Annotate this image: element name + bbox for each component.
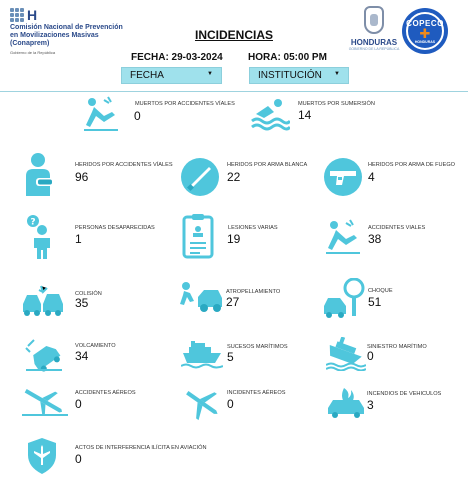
stat-label: COLISIÓN xyxy=(75,291,102,297)
clipboard-icon xyxy=(181,213,215,259)
stat-value: 1 xyxy=(75,232,82,246)
stat-label: ACCIDENTES AÉREOS xyxy=(75,390,136,396)
aviation-shield-icon xyxy=(26,437,58,475)
stat-label: SUCESOS MARÍTIMOS xyxy=(227,344,288,350)
sinking-ship-icon xyxy=(326,337,366,371)
stat-value: 0 xyxy=(75,452,82,466)
logo-dots-icon xyxy=(10,8,24,22)
stat-label: HERIDOS POR ACCIDENTES VÍALES xyxy=(75,162,173,168)
fall-icon xyxy=(82,96,122,132)
stat-value: 22 xyxy=(227,170,241,184)
missing-person-icon xyxy=(24,214,60,260)
stat-siniestro-maritimo xyxy=(326,337,456,373)
stat-value: 14 xyxy=(298,108,312,122)
org-name: Comisión Nacional de Prevención en Movilizaciones Masivas (Conaprem) xyxy=(10,24,123,47)
copeco-logo xyxy=(402,8,448,54)
plane-crash-icon xyxy=(20,385,70,417)
honduras-logo-text: HONDURAS xyxy=(350,38,398,47)
stat-incidentes-aereos xyxy=(182,384,322,422)
pedestrian-hit-icon xyxy=(176,281,224,313)
stat-value: 51 xyxy=(368,295,382,309)
stat-heridos-arma-blanca xyxy=(179,157,329,197)
caret-down-icon: ▼ xyxy=(207,71,213,77)
date-label: FECHA: 29-03-2024 xyxy=(131,52,223,63)
car-crash-icon xyxy=(21,282,65,318)
plane-down-icon xyxy=(182,384,222,422)
stat-personas-desaparecidas xyxy=(24,214,174,260)
stat-value: 3 xyxy=(367,398,374,412)
stat-incendios-vehiculos xyxy=(326,386,466,420)
stat-value: 0 xyxy=(367,349,374,363)
stat-label: SINIESTRO MARÍTIMO xyxy=(367,344,427,350)
ship-icon xyxy=(181,339,223,369)
car-fire-icon xyxy=(326,386,366,418)
stat-value: 0 xyxy=(227,397,234,411)
stat-label: MUERTOS POR SUMERSIÓN xyxy=(298,101,375,107)
institucion-dropdown-label: INSTITUCIÓN xyxy=(258,70,322,81)
stat-label: VOLCAMIENTO xyxy=(75,343,116,349)
copeco-logo-text: COPECO xyxy=(406,18,444,28)
stat-label: PERSONAS DESAPARECIDAS xyxy=(75,225,155,231)
stat-accidentes-viales xyxy=(324,219,464,259)
stat-interferencia-aviacion xyxy=(26,437,226,477)
stat-value: 4 xyxy=(368,170,375,184)
fecha-dropdown[interactable] xyxy=(121,67,222,84)
header xyxy=(0,0,468,92)
institucion-dropdown[interactable] xyxy=(249,67,349,84)
svg-text:?: ? xyxy=(30,217,36,228)
copeco-logo-subtitle: HONDURAS xyxy=(414,39,436,44)
stat-label: MUERTOS POR ACCIDENTES VÍALES xyxy=(135,101,235,107)
stat-value: 0 xyxy=(75,397,82,411)
stat-value: 35 xyxy=(75,296,89,310)
stat-label: ACTOS DE INTERFERENCIA ILÍCITA EN AVIACIÓN xyxy=(75,445,207,451)
stat-value: 38 xyxy=(368,232,382,246)
stat-value: 34 xyxy=(75,349,89,363)
stat-choque xyxy=(322,278,452,318)
fecha-dropdown-label: FECHA xyxy=(130,70,164,81)
star-icon: ✚ xyxy=(419,25,431,41)
stat-label: HERIDOS POR ARMA DE FUEGO xyxy=(368,162,456,168)
stat-value: 19 xyxy=(227,232,241,246)
page-title: INCIDENCIAS xyxy=(194,28,273,42)
stat-atropellamiento xyxy=(176,281,316,317)
caret-down-icon: ▼ xyxy=(334,71,340,77)
stat-value: 96 xyxy=(75,170,89,184)
knife-icon xyxy=(179,157,221,197)
rollover-icon xyxy=(24,336,64,372)
stat-label: INCENDIOS DE VEHICULOS xyxy=(367,391,442,397)
stat-label: LESIONES VARIAS xyxy=(228,225,278,231)
stat-label: ATROPELLAMIENTO xyxy=(226,289,281,295)
car-tree-icon xyxy=(322,278,368,318)
stat-value: 27 xyxy=(226,295,240,309)
stat-sucesos-maritimos xyxy=(181,339,321,373)
stat-value: 5 xyxy=(227,350,234,364)
stat-colision xyxy=(21,282,151,318)
honduras-logo-subtitle: GOBIERNO DE LA REPÚBLICA xyxy=(348,47,400,51)
stat-label: INCIDENTES AÉREOS xyxy=(227,390,286,396)
stat-accidentes-aereos xyxy=(20,385,160,421)
honduras-logo xyxy=(346,6,402,51)
stat-muertos-accidentes-viales xyxy=(82,96,252,132)
logo-h-icon: H xyxy=(27,7,38,23)
stat-heridos-arma-fuego xyxy=(322,157,462,197)
stat-lesiones-varias xyxy=(181,213,321,259)
stat-label: HERIDOS POR ARMA BLANCA xyxy=(227,162,308,168)
stat-label: ACCIDENTES VIALES xyxy=(368,225,426,231)
hour-label: HORA: 05:00 PM xyxy=(248,52,327,63)
coat-of-arms-icon xyxy=(364,6,384,34)
slip-icon xyxy=(324,219,364,255)
injured-person-icon xyxy=(22,152,58,198)
pistol-icon xyxy=(322,157,364,197)
org-subtitle: Gobierno de la República xyxy=(10,50,56,55)
stat-value: 0 xyxy=(134,109,141,123)
stat-label: CHOQUE xyxy=(368,288,393,294)
swimmer-icon xyxy=(250,96,290,132)
stat-volcamiento xyxy=(24,336,154,372)
stat-heridos-accidentes-viales xyxy=(22,152,172,198)
stat-muertos-sumersion xyxy=(250,96,410,132)
